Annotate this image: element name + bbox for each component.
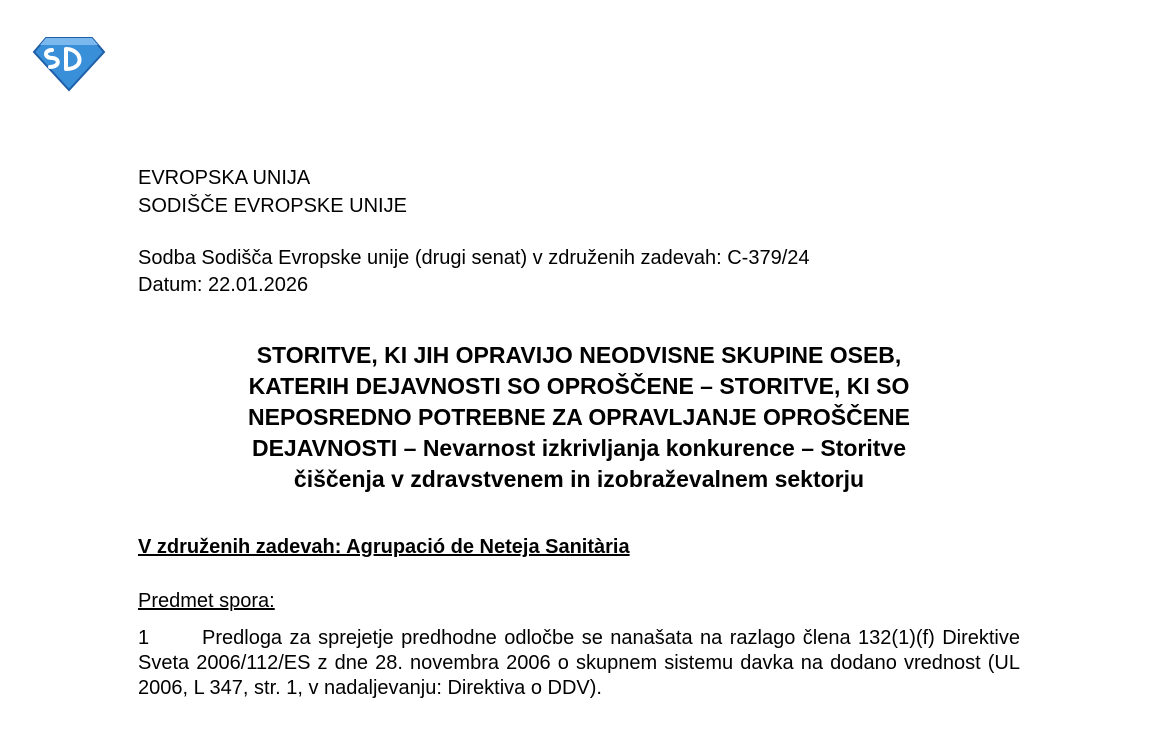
org-line-eu: EVROPSKA UNIJA bbox=[138, 167, 311, 189]
paragraph-text: Predloga za sprejetje predhodne odločbe se nanašata na razlago člena 132(1)(f) Direktive Sveta 2006/112/ES z dne 28. novembra 2006 o skupnem sistemu davka na dodano vrednost (UL 2006, L 347, str. 1, v nadaljevanju: Direktiva o DDV). bbox=[138, 627, 1020, 699]
diamond-logo-icon bbox=[32, 36, 106, 92]
subject-heading: Predmet spora: bbox=[138, 590, 275, 612]
title-line-2: KATERIH DEJAVNOSTI SO OPROŠČENE – STORITVE, KI SO bbox=[248, 373, 910, 399]
title-line-3: NEPOSREDNO POTREBNE ZA OPRAVLJANJE OPROŠČENE bbox=[248, 404, 910, 430]
title-line-4: DEJAVNOSTI – Nevarnost izkrivljanja konkurence – Storitve bbox=[251, 435, 907, 461]
paragraph-number: 1 bbox=[138, 627, 150, 649]
judgment-title bbox=[138, 340, 1020, 495]
title-line-5: čiščenja v zdravstvenem in izobraževalnem sektorju bbox=[293, 466, 865, 492]
judgment-date: Datum: 22.01.2026 bbox=[138, 274, 309, 296]
court-logo bbox=[32, 36, 106, 92]
title-line-1: STORITVE, KI JIH OPRAVIJO NEODVISNE SKUPINE OSEB, bbox=[256, 342, 902, 368]
org-line-court: SODIŠČE EVROPSKE UNIJE bbox=[138, 195, 407, 217]
parties-heading: V združenih zadevah: Agrupació de Neteja Sanitària bbox=[138, 536, 630, 558]
paragraph-1 bbox=[138, 626, 1020, 701]
judgment-reference: Sodba Sodišča Evropske unije (drugi senat) v združenih zadevah: C-379/24 bbox=[138, 247, 810, 269]
